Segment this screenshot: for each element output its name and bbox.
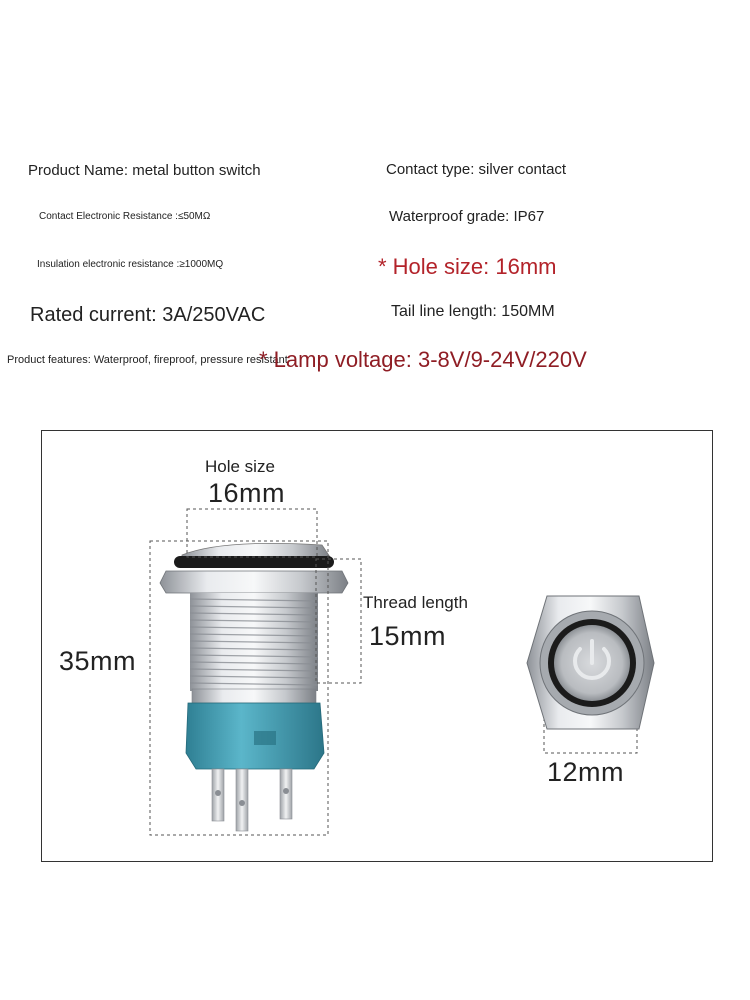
hole-size-label: Hole size — [205, 457, 275, 476]
front-width-value: 12mm — [547, 757, 625, 787]
dimension-diagram — [41, 430, 713, 862]
hole-size-value: 16mm — [208, 478, 286, 508]
length-value: 35mm — [59, 646, 137, 676]
spec-hole-size: * Hole size: 16mm — [378, 254, 557, 279]
spec-product-features: Product features: Waterproof, fireproof, pressure resistant — [7, 354, 288, 366]
front-view-switch — [527, 596, 654, 729]
spec-rated-current: Rated current: 3A/250VAC — [30, 304, 266, 326]
spec-waterproof-grade: Waterproof grade: IP67 — [389, 208, 545, 225]
spec-contact-resistance: Contact Electronic Resistance :≤50MΩ — [39, 211, 211, 222]
thread-length-value: 15mm — [369, 621, 447, 651]
spec-tail-line-length: Tail line length: 150MM — [391, 303, 555, 320]
spec-lamp-voltage: * Lamp voltage: 3-8V/9-24V/220V — [259, 347, 587, 372]
side-view-switch — [160, 543, 348, 831]
thread-length-label: Thread length — [363, 593, 468, 612]
spec-insulation-resistance: Insulation electronic resistance :≥1000MQ — [37, 259, 224, 270]
spec-product-name: Product Name: metal button switch — [28, 162, 261, 179]
spec-contact-type: Contact type: silver contact — [386, 161, 567, 178]
